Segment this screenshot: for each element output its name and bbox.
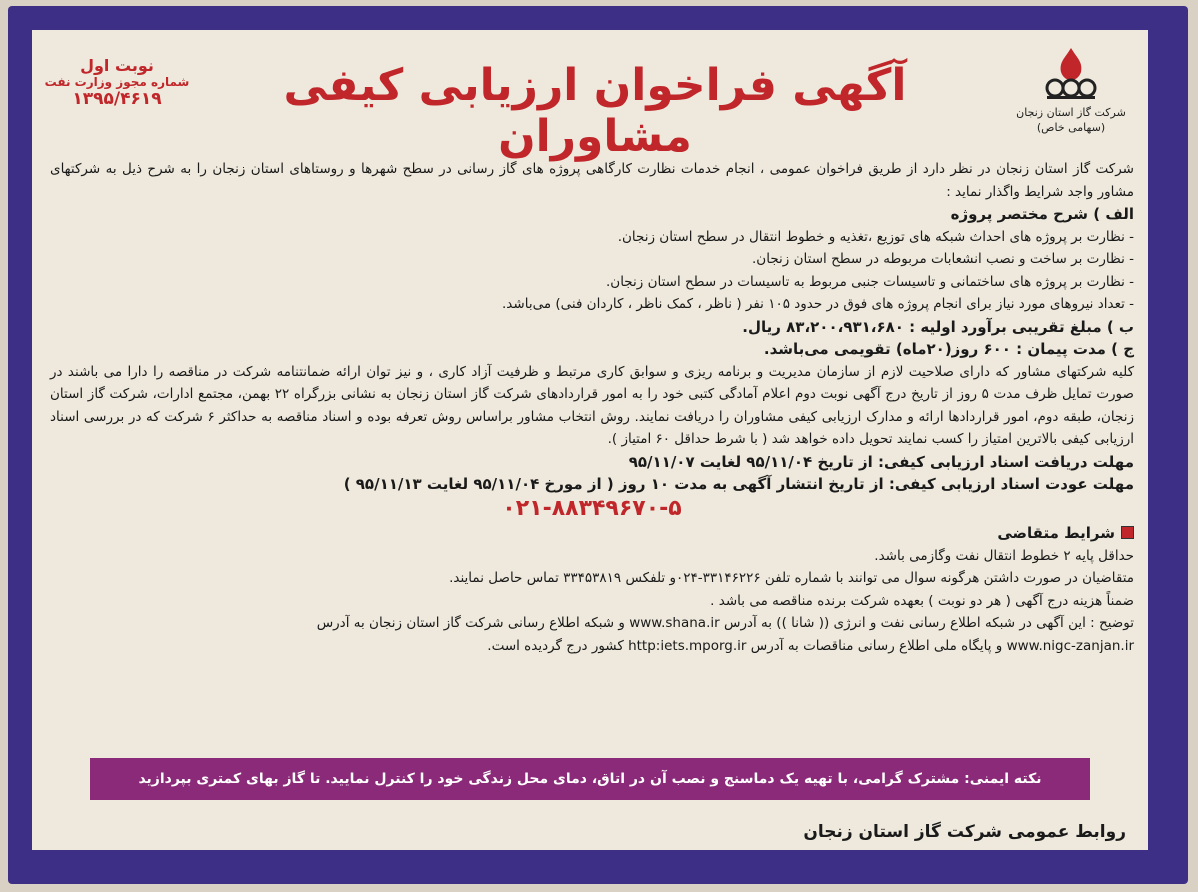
- logo-subtext: (سهامی خاص): [1036, 121, 1106, 134]
- main-paragraph: کلیه شرکتهای مشاور که دارای صلاحیت لازم از سازمان مدیریت و برنامه ریزی و سوابق کاری مرتبط و ظرفیت آزاد کاری ، و نیز توان ارائه ضمانتنامه شرکت در مناقصه را دارا می باشند در صورت تمایل ظرف مدت ۵ روز از تاریخ درج آگهی نوبت دوم اعلام آمادگی کتبی خود را به امور قراردادهای شرکت گاز استان زنجان به نشانی بزرگراه ۲۲ بهمن، مجتمع ادارات، شرکت گاز استان زنجان، طبقه دوم، امور قراردادها ارائه و مدارک ارزیابی کیفی مشاوران را دریافت نمایند. روش انتخاب مشاور براساس روش تعرفه بوده و اسناد مناقصه به حداکثر ۶ شرکت که در بررسی اسناد ارزیابی کیفی بالاترین امتیاز را کسب نمایند تحویل داده خواهد شد ( با شرط حداقل ۶۰ امتیاز ).: [50, 363, 1134, 447]
- notice-header: [32, 30, 1148, 162]
- gas-company-logo-icon: [1041, 44, 1101, 104]
- section-a-item-1: - نظارت بر پروژه های احداث شبکه های توزیع ،تغذیه و خطوط انتقال در سطح استان زنجان.: [617, 228, 1134, 245]
- section-a-item-4: - تعداد نیروهای مورد نیاز برای انجام پروژه های فوق در حدود ۱۰۵ نفر ( ناظر ، کمک ناظر ، کاردان فنی) می‌باشد.: [502, 296, 1134, 312]
- phone-watermark: ۰۲۱-۸۸۳۴۹۶۷۰-۵: [502, 495, 682, 521]
- notice-body: [50, 158, 1134, 657]
- conditions-line-4: توضیح : این آگهی در شبکه اطلاع رسانی نفت و انرژی (( شانا )) به آدرس www.shana.ir و شبکه اطلاع رسانی شرکت گاز استان زنجان به آدرس: [316, 615, 1134, 631]
- section-a-heading: الف ) شرح مختصر پروژه: [950, 205, 1134, 223]
- footer-signature: روابط عمومی شرکت گاز استان زنجان: [803, 822, 1126, 842]
- company-logo: [1016, 44, 1126, 134]
- section-a-item-2: - نظارت بر ساخت و نصب انشعابات مربوطه در سطح استان زنجان.: [752, 251, 1134, 267]
- notice-title: آگهی فراخوان ارزیابی کیفی مشاوران: [283, 60, 907, 162]
- conditions-line-3: ضمناً هزینه درج آگهی ( هر دو نوبت ) بعهده شرکت برنده مناقصه می باشد .: [710, 592, 1134, 609]
- section-b: ب ) مبلغ تقریبی برآورد اولیه : ۸۳،۲۰۰،۹۳۱،۶۸۰ ریال.: [742, 317, 1134, 336]
- conditions-line-2: متقاضیان در صورت داشتن هرگونه سوال می توانند با شماره تلفن ۳۳۱۴۶۲۲۶-۰۲۴و تلفکس ۳۳۴۵۳۸۱۹ تماس حاصل نمایند.: [449, 570, 1134, 586]
- logo-text: شرکت گاز استان زنجان: [1016, 106, 1126, 119]
- stamp-line-2: شماره مجوز وزارت نفت: [44, 75, 190, 89]
- safety-tip-band: نکته ایمنی: مشترک گرامی، با تهیه یک دماسنج و نصب آن در اتاق، دمای محل زندگی خود را کنترل نمایید. تا گاز بهای کمتری بپردازید: [90, 758, 1090, 800]
- conditions-line-1: حداقل پایه ۲ خطوط انتقال نفت وگازمی باشد.: [874, 547, 1134, 564]
- intro-text: شرکت گاز استان زنجان در نظر دارد از طریق فراخوان عمومی ، انجام خدمات نظارت کارگاهی پروژه های گاز رسانی در سطح شهرها و روستاهای استان زنجان را به شرح ذیل به شرکتهای مشاور واجد شرایط واگذار نماید :: [50, 161, 1134, 200]
- section-a-item-3: - نظارت بر پروژه های ساختمانی و تاسیسات جنبی مربوط به تاسیسات در سطح استان زنجان.: [605, 273, 1134, 290]
- deadline-receive: مهلت دریافت اسناد ارزیابی کیفی: از تاریخ ۹۵/۱۱/۰۴ لغایت ۹۵/۱۱/۰۷: [628, 452, 1134, 471]
- conditions-line-5: www.nigc-zanjan.ir و پایگاه ملی اطلاع رسانی مناقصات به آدرس http:iets.mporg.ir کشور درج گردیده است.: [487, 637, 1134, 654]
- permit-stamp: [42, 56, 192, 109]
- section-c: ج ) مدت پیمان : ۶۰۰ روز(۲۰ماه) تقویمی می‌باشد.: [763, 340, 1134, 358]
- deadline-return: مهلت عودت اسناد ارزیابی کیفی: از تاریخ انتشار آگهی به مدت ۱۰ روز ( از مورخ ۹۵/۱۱/۰۴ لغایت ۹۵/۱۱/۱۳ ): [343, 475, 1134, 493]
- conditions-heading: شرایط متقاضی: [997, 524, 1115, 542]
- notice-paper: [32, 30, 1148, 850]
- stamp-line-1: نوبت اول: [80, 56, 154, 75]
- bullet-square-icon: [1121, 526, 1134, 539]
- conditions-heading-row: [50, 522, 1134, 545]
- stamp-line-3: ۱۳۹۵/۴۶۱۹: [72, 89, 162, 109]
